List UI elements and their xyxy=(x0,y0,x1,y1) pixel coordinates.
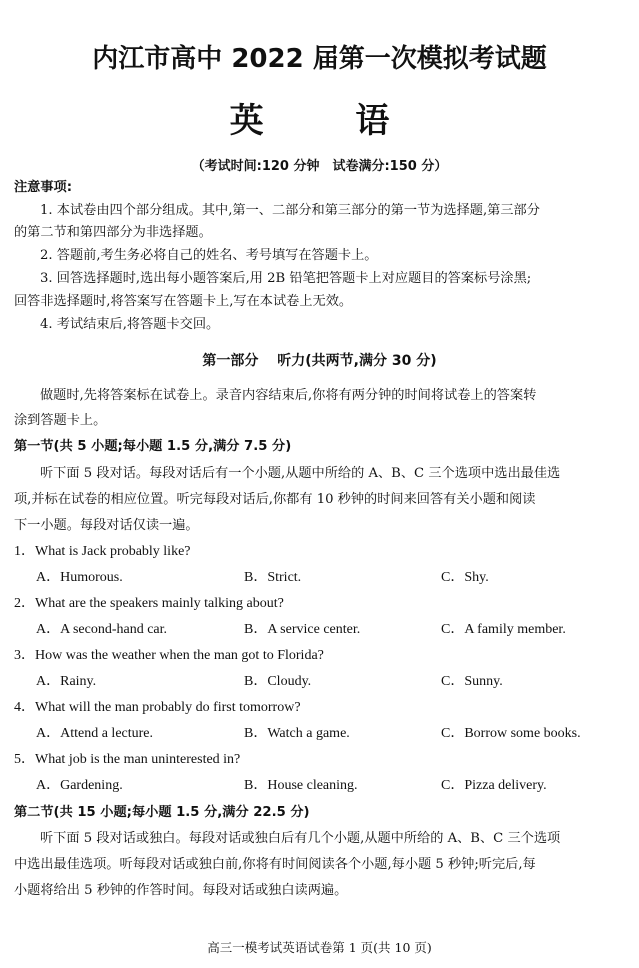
section1-intro-line3: 下一小题。每段对话仅读一遍。 xyxy=(14,518,199,533)
section2-intro-line3: 小题将给出 5 秒钟的作答时间。每段对话或独白读两遍。 xyxy=(14,883,348,898)
section2-intro-line1: 听下面 5 段对话或独白。每段对话或独白后有几个小题,从题中所给的 A、B、C 三个选项 xyxy=(40,831,561,846)
question-3-option-b: B．Cloudy. xyxy=(244,674,312,689)
question-5-option-c: C．Pizza delivery. xyxy=(441,778,547,793)
question-2-option-a: A．A second-hand car. xyxy=(36,622,168,637)
notes-item2: 2. 答题前,考生务必将自己的姓名、考号填写在答题卡上。 xyxy=(40,248,378,263)
notes-heading: 注意事项: xyxy=(14,180,73,195)
subject-title: 英 语 xyxy=(229,101,430,141)
part1-intro-line1: 做题时,先将答案标在试卷上。录音内容结束后,你将有两分钟的时间将试卷上的答案转 xyxy=(40,388,537,403)
question-5-stem: 5．What job is the man uninterested in? xyxy=(14,752,241,767)
notes-item3-line2: 回答非选择题时,将答案写在答题卡上,写在本试卷上无效。 xyxy=(14,294,353,309)
question-4-option-a: A．Attend a lecture. xyxy=(36,726,154,741)
section2-intro-line2: 中选出最佳选项。听每段对话或独白前,你将有时间阅读各个小题,每小题 5 秒钟;听完后,每 xyxy=(14,857,536,872)
question-3-option-a: A．Rainy. xyxy=(36,674,97,689)
question-2-stem: 2．What are the speakers mainly talking about? xyxy=(14,596,284,611)
section1-heading: 第一节(共 5 小题;每小题 1.5 分,满分 7.5 分) xyxy=(14,439,292,454)
notes-item1-line1: 1. 本试卷由四个部分组成。其中,第一、二部分和第三部分的第一节为选择题,第三部分 xyxy=(40,203,540,218)
question-3-stem: 3．How was the weather when the man got to Florida? xyxy=(14,648,324,663)
question-4-stem: 4．What will the man probably do first tomorrow? xyxy=(14,700,301,715)
question-4-option-c: C．Borrow some books. xyxy=(441,726,581,741)
part1-heading: 第一部分 听力(共两节,满分 30 分) xyxy=(202,353,437,369)
question-2-option-b: B．A service center. xyxy=(244,622,361,637)
question-4-option-b: B．Watch a game. xyxy=(244,726,350,741)
question-1-option-a: A．Humorous. xyxy=(36,570,123,585)
question-2-option-c: C．A family member. xyxy=(441,622,566,637)
question-1-option-b: B．Strict. xyxy=(244,570,302,585)
question-1-option-c: C．Shy. xyxy=(441,570,489,585)
section1-intro-line1: 听下面 5 段对话。每段对话后有一个小题,从题中所给的 A、B、C 三个选项中选出最佳选 xyxy=(40,466,561,481)
notes-item3-line1: 3. 回答选择题时,选出每小题答案后,用 2B 铅笔把答题卡上对应题目的答案标号涂黑; xyxy=(40,271,532,286)
exam-title: 内江市高中 2022 届第一次模拟考试题 xyxy=(92,44,547,74)
notes-item1-line2: 的第二节和第四部分为非选择题。 xyxy=(14,225,212,240)
part1-intro-line2: 涂到答题卡上。 xyxy=(14,413,107,428)
notes-item4: 4. 考试结束后,将答题卡交回。 xyxy=(40,317,220,332)
section1-intro-line2: 项,并标在试卷的相应位置。听完每段对话后,你都有 10 秒钟的时间来回答有关小题和阅读 xyxy=(14,492,536,507)
question-5-option-b: B．House cleaning. xyxy=(244,778,358,793)
question-1-stem: 1．What is Jack probably like? xyxy=(14,544,191,559)
page-footer: 高三一模考试英语试卷第 1 页(共 10 页) xyxy=(207,940,432,955)
question-3-option-c: C．Sunny. xyxy=(441,674,503,689)
question-5-option-a: A．Gardening. xyxy=(36,778,123,793)
section2-heading: 第二节(共 15 小题;每小题 1.5 分,满分 22.5 分) xyxy=(14,805,310,820)
exam-info: （考试时间:120 分钟 试卷满分:150 分） xyxy=(191,159,448,174)
